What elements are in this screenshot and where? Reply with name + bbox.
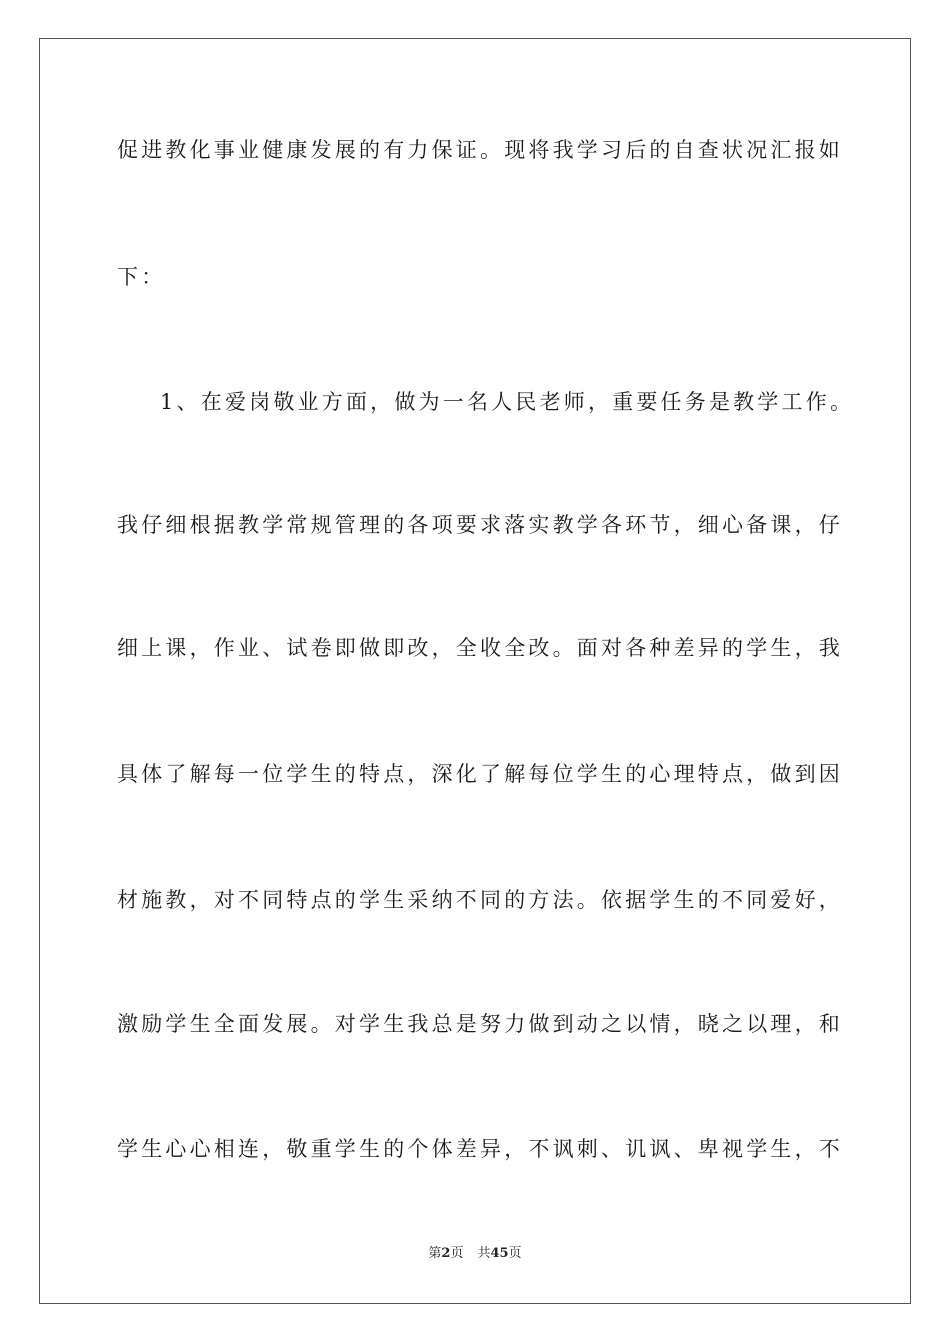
body-line-4: 我仔细根据教学常规管理的各项要求落实教学各环节，细心备课，仔 xyxy=(117,513,843,537)
footer-page-suffix: 页 xyxy=(450,1246,464,1261)
body-line-8: 激励学生全面发展。对学生我总是努力做到动之以情，晓之以理，和 xyxy=(117,1012,843,1036)
footer-total-prefix: 共 xyxy=(477,1246,491,1261)
page-border xyxy=(39,38,911,1304)
footer-page-current: 2 xyxy=(441,1246,451,1261)
body-line-3: 1、在爱岗敬业方面，做为一名人民老师，重要任务是教学工作。 xyxy=(160,390,855,414)
body-line-2: 下： xyxy=(117,265,166,289)
body-line-6: 具体了解每一位学生的特点，深化了解每位学生的心理特点，做到因 xyxy=(117,762,843,786)
body-line-1: 促进教化事业健康发展的有力保证。现将我学习后的自查状况汇报如 xyxy=(117,138,843,162)
footer-page-total: 45 xyxy=(490,1246,509,1261)
body-line-7: 材施教，对不同特点的学生采纳不同的方法。依据学生的不同爱好， xyxy=(117,888,843,912)
body-line-5: 细上课，作业、试卷即做即改，全收全改。面对各种差异的学生，我 xyxy=(117,636,843,660)
body-line-9: 学生心心相连，敬重学生的个体差异，不讽刺、讥讽、卑视学生，不 xyxy=(117,1137,843,1161)
footer-page-prefix: 第 xyxy=(428,1246,442,1261)
footer-total-suffix: 页 xyxy=(508,1246,522,1261)
page-footer xyxy=(0,1245,950,1263)
